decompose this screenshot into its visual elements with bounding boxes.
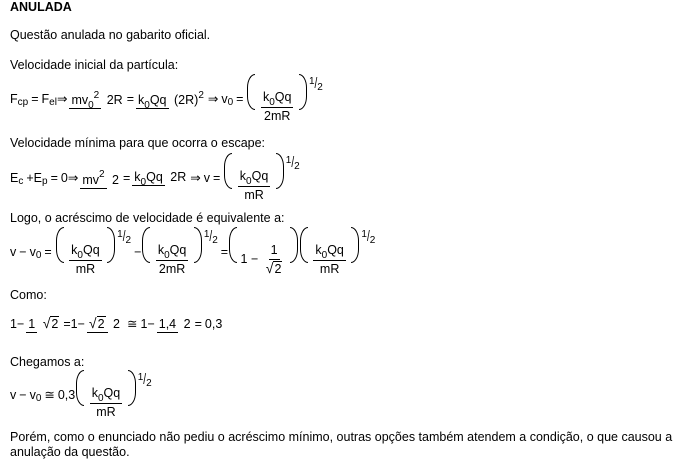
radical-icon: √	[265, 259, 274, 276]
math-symbol: Qq	[103, 385, 121, 400]
math-symbol: ⇒	[190, 170, 201, 185]
math-subscript: 0	[77, 249, 83, 261]
math-symbol: mv	[82, 172, 99, 187]
parenthesized-group	[247, 74, 306, 124]
math-symbol: v	[29, 244, 36, 259]
math-symbol: −	[16, 316, 25, 331]
equation-velocidade-inicial	[10, 76, 323, 123]
math-symbol: E	[10, 170, 19, 185]
math-symbol: 1	[70, 316, 78, 331]
math-symbol: (2R)	[174, 93, 199, 108]
math-symbol: Qq	[327, 242, 344, 257]
math-subscript: el	[49, 97, 57, 108]
math-subscript: 0	[144, 100, 150, 112]
square-root	[43, 316, 60, 332]
math-symbol: 1	[240, 252, 248, 267]
math-symbol: ⇒	[207, 91, 219, 106]
left-paren-icon	[229, 227, 237, 263]
fraction	[264, 243, 285, 277]
parenthesized-group	[142, 227, 201, 277]
math-symbol: =	[122, 170, 131, 185]
math-symbol: Qq	[149, 93, 167, 108]
math-symbol: −	[19, 387, 27, 402]
math-symbol: mv	[71, 93, 89, 108]
math-subscript: p	[42, 176, 48, 187]
math-symbol: k	[239, 168, 247, 183]
radical-icon: √	[88, 315, 97, 331]
parenthesized-group	[76, 370, 135, 420]
fraction	[80, 168, 121, 187]
left-paren-icon	[300, 227, 308, 263]
math-symbol: 0,3	[204, 316, 223, 331]
math-subscript: 0	[246, 175, 252, 187]
math-symbol: k	[71, 242, 78, 257]
paragraph-porem-line1: Porém, como o enunciado não pediu o acréscimo mínimo, outras opções também atendem a condição, o que causou a	[10, 430, 673, 444]
right-paren-icon	[107, 227, 115, 263]
paragraph-velocidade-inicial: Velocidade inicial da partícula:	[10, 58, 179, 72]
fraction	[261, 90, 294, 124]
exponent-one-half: 1/2	[361, 229, 376, 246]
math-symbol: −	[134, 244, 142, 259]
math-symbol: =	[31, 91, 39, 106]
paragraph-velocidade-minima: Velocidade mínima para que ocorra o escape:	[10, 136, 266, 150]
math-symbol: E	[33, 170, 42, 185]
math-subscript: cp	[17, 97, 29, 108]
math-symbol: v	[29, 387, 36, 402]
math-symbol: =	[126, 91, 135, 106]
math-subscript: 0	[321, 249, 328, 261]
paragraph-como: Como:	[10, 288, 47, 302]
square-root	[266, 261, 283, 277]
left-paren-icon	[76, 370, 84, 406]
math-symbol: =	[220, 244, 229, 259]
paragraph-anulada: Questão anulada no gabarito oficial.	[10, 28, 211, 42]
math-superscript: 2	[198, 89, 204, 101]
fraction	[26, 316, 61, 332]
math-symbol: −	[77, 316, 85, 331]
math-subscript: 0	[227, 97, 234, 108]
math-symbol: ⇒	[67, 170, 79, 185]
math-symbol: Qq	[274, 89, 292, 104]
equation-resultado	[10, 372, 152, 419]
math-subscript: 0	[35, 250, 42, 261]
fraction	[156, 243, 189, 277]
math-symbol: =	[44, 244, 52, 259]
right-paren-icon	[351, 227, 359, 263]
math-symbol: 0,3	[57, 387, 76, 402]
math-symbol: 2mR	[264, 108, 291, 123]
math-symbol: −	[250, 252, 259, 267]
right-paren-icon	[276, 153, 284, 189]
math-symbol: v	[221, 91, 228, 106]
math-symbol: ≅	[44, 387, 55, 402]
math-symbol: Qq	[251, 168, 269, 183]
math-symbol: Qq	[146, 170, 163, 184]
parenthesized-group	[300, 227, 359, 277]
math-symbol: −	[19, 244, 27, 259]
right-paren-icon	[194, 227, 202, 263]
fraction	[69, 89, 124, 112]
right-paren-icon	[128, 370, 136, 406]
math-subscript: c	[18, 176, 24, 187]
math-subscript: 0	[88, 100, 94, 112]
math-symbol: +	[26, 170, 34, 185]
math-symbol: k	[315, 242, 322, 257]
left-paren-icon	[247, 74, 255, 110]
fraction	[132, 170, 188, 186]
fraction	[238, 169, 271, 203]
equation-velocidade-minima	[10, 155, 300, 202]
math-symbol: v	[10, 244, 17, 259]
math-symbol: 2R	[106, 93, 123, 108]
math-symbol: =	[194, 316, 202, 331]
math-symbol: mR	[244, 187, 264, 202]
math-superscript: 2	[93, 89, 100, 101]
math-symbol: k	[134, 170, 141, 184]
fraction	[157, 317, 193, 332]
fraction	[313, 243, 346, 277]
math-symbol: k	[138, 93, 145, 108]
math-symbol: 1	[28, 317, 36, 331]
math-symbol: Qq	[169, 242, 187, 257]
math-symbol: =	[50, 170, 58, 185]
math-symbol: 1,4	[158, 316, 177, 331]
math-symbol: =	[213, 170, 221, 185]
math-subscript: 0	[97, 392, 104, 404]
math-subscript: 0	[269, 96, 275, 108]
math-symbol: F	[41, 91, 50, 106]
math-symbol: k	[157, 242, 165, 257]
exponent-one-half: 1/2	[285, 155, 300, 172]
fraction	[90, 386, 123, 420]
math-symbol: =	[63, 316, 71, 331]
math-symbol: 2	[274, 261, 282, 276]
fraction	[136, 89, 206, 112]
page-title: ANULADA	[10, 0, 72, 14]
parenthesized-group	[224, 153, 283, 203]
math-symbol: 1	[269, 243, 280, 260]
parenthesized-group	[56, 227, 115, 277]
math-symbol: =	[236, 91, 244, 106]
math-symbol: 0	[60, 170, 68, 185]
math-subscript: 0	[140, 177, 147, 188]
math-symbol: ≅	[127, 316, 138, 331]
math-symbol: Qq	[82, 242, 100, 257]
square-root	[89, 316, 106, 332]
paragraph-logo: Logo, o acréscimo de velocidade é equivalente a:	[10, 211, 285, 225]
left-paren-icon	[142, 227, 150, 263]
right-paren-icon	[299, 74, 307, 110]
math-symbol: 1	[10, 316, 17, 331]
math-symbol: −	[147, 316, 155, 331]
exponent-one-half: 1/2	[203, 229, 218, 246]
math-symbol: 2R	[170, 170, 187, 184]
math-symbol: k	[91, 385, 98, 400]
math-symbol: mR	[96, 404, 116, 419]
paragraph-porem-line2: anulação da questão.	[10, 445, 130, 459]
fraction	[69, 243, 102, 277]
math-symbol: 2	[112, 172, 119, 187]
exponent-one-half: 1/2	[137, 372, 152, 389]
math-symbol: mR	[319, 261, 340, 276]
math-symbol: 2	[51, 317, 59, 331]
left-paren-icon	[224, 153, 232, 189]
math-symbol: v	[10, 387, 17, 402]
equation-acrescimo	[10, 229, 376, 276]
exponent-one-half: 1/2	[117, 229, 132, 246]
math-symbol: mR	[75, 261, 96, 276]
fraction	[87, 316, 122, 332]
math-symbol: F	[10, 91, 18, 106]
math-symbol: 2	[183, 316, 191, 331]
math-symbol: 2	[97, 317, 105, 331]
equation-como	[10, 306, 222, 342]
math-symbol: v	[203, 170, 210, 185]
math-subscript: 0	[35, 393, 42, 404]
math-symbol: 1	[140, 316, 148, 331]
parenthesized-group	[229, 227, 298, 277]
math-symbol: 2mR	[158, 261, 186, 276]
left-paren-icon	[56, 227, 64, 263]
math-symbol: k	[262, 89, 270, 104]
math-symbol: 2	[113, 317, 120, 331]
paragraph-chegamos: Chegamos a:	[10, 355, 85, 369]
radical-icon: √	[42, 315, 51, 331]
math-subscript: 0	[164, 249, 170, 261]
math-symbol: ⇒	[56, 91, 68, 106]
right-paren-icon	[290, 227, 298, 263]
math-superscript: 2	[98, 169, 105, 181]
exponent-one-half: 1/2	[308, 76, 323, 93]
